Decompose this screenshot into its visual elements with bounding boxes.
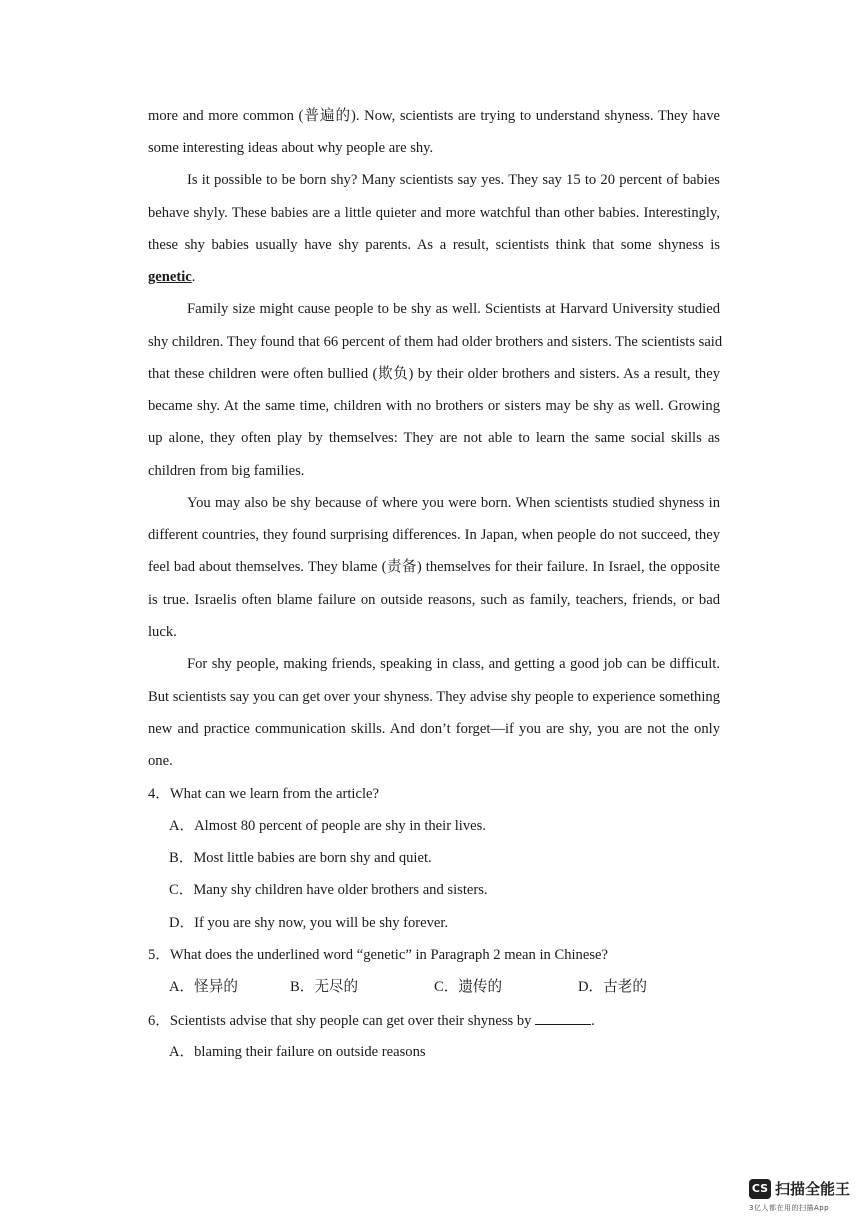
text-line: different countries, they found surprising differences. In Japan, when people do not succeed, they: [148, 527, 720, 543]
period: .: [591, 1013, 595, 1029]
question-5-stem: 5．What does the underlined word “genetic” in Paragraph 2 mean in Chinese?: [148, 947, 608, 963]
text-line: one.: [148, 753, 173, 769]
watermark-app-name: 扫描全能王: [775, 1180, 851, 1198]
text-line: that these children were often bullied (欺负) by their older brothers and sisters. As a result, they: [148, 366, 720, 382]
text-line: For shy people, making friends, speaking in class, and getting a good job can be difficult.: [187, 656, 720, 672]
question-5-option-c: C．遗传的: [434, 979, 503, 995]
text-line: children from big families.: [148, 463, 305, 479]
text-line: You may also be shy because of where you were born. When scientists studied shyness in: [187, 495, 720, 511]
text-line: some interesting ideas about why people are shy.: [148, 140, 434, 156]
text-line: [148, 267, 720, 287]
cs-logo-icon: CS: [749, 1179, 771, 1199]
text-line: luck.: [148, 624, 177, 640]
text-line: more and more common (普遍的). Now, scientists are trying to understand shyness. They have: [148, 108, 720, 124]
question-5-option-a: A．怪异的: [169, 979, 238, 995]
text-line: Family size might cause people to be shy as well. Scientists at Harvard University studied: [187, 301, 720, 317]
question-5-option-b: B．无尽的: [290, 979, 359, 995]
question-6-stem: [148, 1010, 720, 1031]
period: .: [191, 269, 196, 285]
question-6-stem-text: 6．Scientists advise that shy people can get over their shyness by: [148, 1013, 532, 1029]
underlined-word-genetic: genetic: [148, 269, 192, 285]
text-line: is true. Israelis often blame failure on outside reasons, such as family, teachers, friends, or bad: [148, 592, 720, 608]
question-4-option-c: C．Many shy children have older brothers and sisters.: [169, 882, 488, 898]
text-line: behave shyly. These babies are a little quieter and more watchful than other babies. Interestingly,: [148, 205, 720, 221]
text-line: became shy. At the same time, children with no brothers or sisters may be shy as well. Growing: [148, 398, 720, 414]
text-line: Is it possible to be born shy? Many scientists say yes. They say 15 to 20 percent of babies: [187, 172, 720, 188]
question-5-option-d: D．古老的: [578, 979, 647, 995]
text-line: new and practice communication skills. And don’t forget—if you are shy, you are not the only: [148, 721, 720, 737]
answer-blank: [535, 1010, 591, 1025]
scanner-watermark: [749, 1179, 849, 1219]
text-line: feel bad about themselves. They blame (责备) themselves for their failure. In Israel, the opposite: [148, 559, 720, 575]
question-6-option-a: A．blaming their failure on outside reasons: [169, 1044, 426, 1060]
text-line: these shy babies usually have shy parents. As a result, scientists think that some shyness is: [148, 237, 720, 253]
question-4-option-b: B．Most little babies are born shy and quiet.: [169, 850, 432, 866]
question-4-stem: 4．What can we learn from the article?: [148, 786, 379, 802]
text-line: shy children. They found that 66 percent of them had older brothers and sisters. The scientists said: [148, 334, 723, 350]
text-line: But scientists say you can get over your shyness. They advise shy people to experience something: [148, 689, 721, 705]
watermark-tagline: 3亿人都在用的扫描App: [749, 1204, 830, 1212]
question-4-option-d: D．If you are shy now, you will be shy forever.: [169, 915, 449, 931]
text-line: up alone, they often play by themselves: They are not able to learn the same social skills as: [148, 430, 720, 446]
question-4-option-a: A．Almost 80 percent of people are shy in their lives.: [169, 818, 486, 834]
